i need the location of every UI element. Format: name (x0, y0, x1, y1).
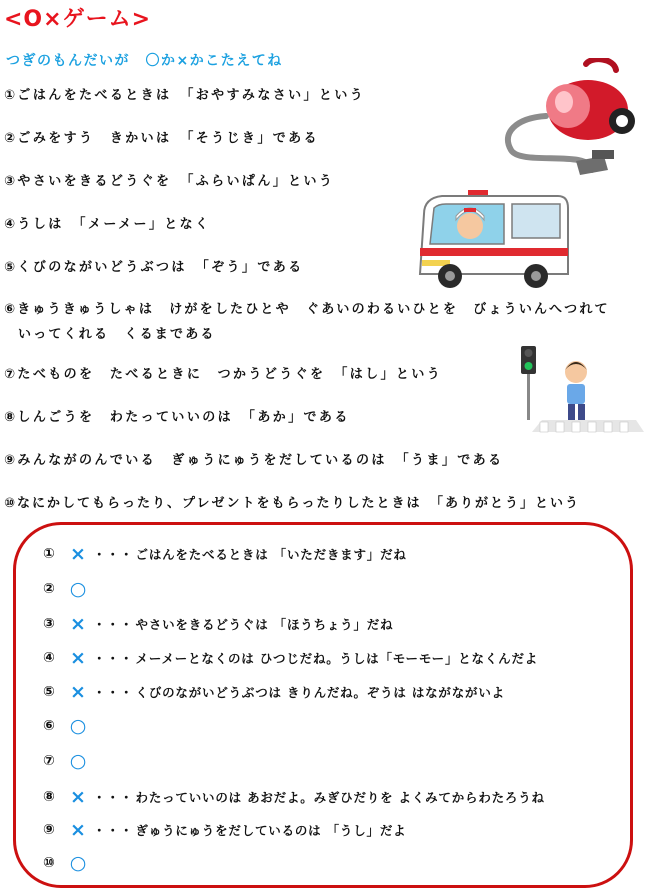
question-2 (4, 127, 319, 146)
question-text: しんごうを わたっていいのは 「あか」である (17, 410, 350, 425)
answer-number: ④ (43, 650, 55, 666)
question-9 (4, 449, 503, 468)
answer-number: ⑨ (43, 822, 55, 838)
answer-dots: ・・・ (93, 685, 134, 700)
question-text-line2: いってくれる くるまである (18, 327, 216, 342)
cross-mark-icon: × (70, 819, 86, 841)
answer-1 (43, 542, 407, 566)
circle-mark-icon: ○ (69, 852, 87, 874)
question-number: ⑩ (4, 496, 18, 511)
question-1 (4, 84, 365, 103)
question-10 (4, 492, 580, 511)
question-number: ⑦ (4, 367, 18, 382)
answer-number: ⑧ (43, 789, 55, 805)
answer-dots: ・・・ (93, 547, 134, 562)
answer-number: ⑥ (43, 718, 55, 734)
circle-mark-icon: ○ (69, 750, 87, 772)
ambulance-illustration (412, 186, 572, 291)
question-number: ⑧ (4, 410, 18, 425)
question-4 (4, 213, 210, 232)
answer-dots: ・・・ (93, 790, 134, 805)
answer-number: ③ (43, 616, 55, 632)
question-6 (4, 298, 610, 342)
vacuum-cleaner-illustration (496, 58, 641, 183)
question-text: みんながのんでいる ぎゅうにゅうをだしているのは 「うま」である (17, 453, 504, 468)
answer-6 (43, 714, 89, 738)
answer-text: ごはんをたべるときは 「いただきます」だね (135, 547, 407, 562)
question-7 (4, 363, 442, 382)
question-5 (4, 256, 304, 275)
answer-2 (43, 577, 89, 601)
answer-text: やさいをきるどうぐは 「ほうちょう」だね (135, 617, 394, 632)
answer-dots: ・・・ (93, 651, 134, 666)
question-number: ⑥ (4, 302, 18, 317)
cross-mark-icon: × (70, 647, 86, 669)
page-title: <O×ゲーム> (4, 7, 152, 32)
cross-mark-icon: × (70, 613, 86, 635)
question-text: ごみをすう きかいは 「そうじき」である (17, 131, 319, 146)
question-text: きゅうきゅうしゃは けがをしたひとや ぐあいのわるいひとを びょういんへつれて (17, 302, 610, 317)
answer-text: ぎゅうにゅうをだしているのは 「うし」だよ (135, 823, 407, 838)
question-text: たべものを たべるときに つかうどうぐを 「はし」という (17, 367, 443, 382)
answer-5 (43, 680, 505, 704)
answer-text: わたっていいのは あおだよ。みぎひだりを よくみてからわたろうね (135, 790, 545, 805)
circle-mark-icon: ○ (69, 578, 87, 600)
answer-9 (43, 818, 406, 842)
answer-number: ⑩ (43, 855, 55, 871)
answer-number: ⑦ (43, 753, 55, 769)
cross-mark-icon: × (70, 543, 86, 565)
question-text: やさいをきるどうぐを 「ふらいぱん」という (17, 174, 335, 189)
answer-number: ⑤ (43, 684, 55, 700)
answer-8 (43, 785, 545, 809)
question-number: ④ (4, 217, 18, 232)
answer-text: メーメーとなくのは ひつじだね。うしは「モーモー」となくんだよ (135, 651, 539, 666)
question-8 (4, 406, 350, 425)
cross-mark-icon: × (70, 786, 86, 808)
question-3 (4, 170, 334, 189)
answer-3 (43, 612, 393, 636)
circle-mark-icon: ○ (69, 715, 87, 737)
answer-dots: ・・・ (93, 823, 134, 838)
question-number: ⑤ (4, 260, 18, 275)
instruction-subtitle: つぎのもんだいが 〇か×かこたえてね (6, 53, 283, 69)
answer-text: くびのながいどうぶつは きりんだね。ぞうは はながながいよ (135, 685, 505, 700)
answer-7 (43, 749, 89, 773)
question-number: ② (4, 131, 18, 146)
question-text: くびのながいどうぶつは 「ぞう」である (17, 260, 304, 275)
question-text: なにかしてもらったり、プレゼントをもらったりしたときは 「ありがとう」という (17, 496, 580, 511)
child-crossing-illustration (512, 342, 646, 438)
question-text: うしは 「メーメー」となく (17, 217, 211, 232)
question-text: ごはんをたべるときは 「おやすみなさい」という (17, 88, 366, 103)
cross-mark-icon: × (70, 681, 86, 703)
answer-dots: ・・・ (93, 617, 134, 632)
question-number: ① (4, 88, 18, 103)
answer-number: ① (43, 546, 55, 562)
answer-10 (43, 851, 89, 875)
question-number: ③ (4, 174, 18, 189)
answer-number: ② (43, 581, 55, 597)
question-number: ⑨ (4, 453, 18, 468)
answer-4 (43, 646, 538, 670)
